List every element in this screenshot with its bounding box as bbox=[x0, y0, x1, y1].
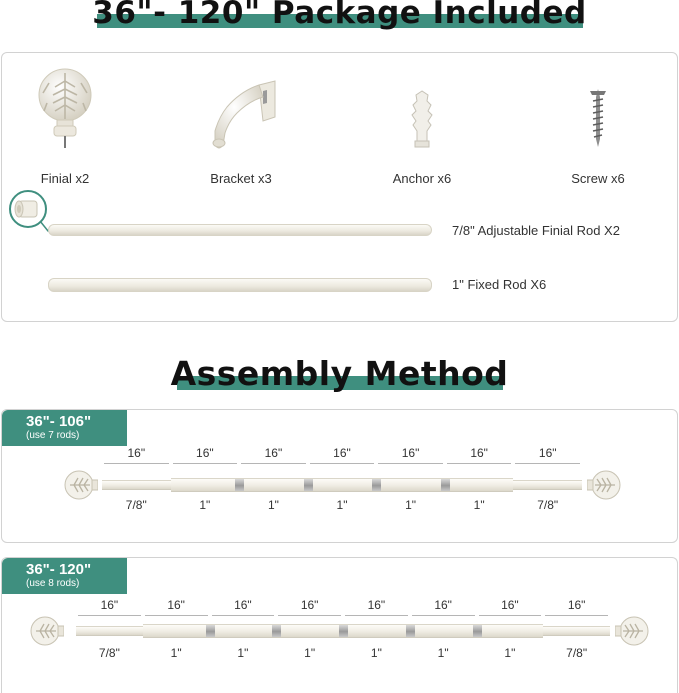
finial-rod-segment bbox=[543, 626, 610, 636]
rod-joint bbox=[206, 625, 215, 637]
segment-length bbox=[76, 598, 143, 616]
dimension-line bbox=[515, 463, 580, 464]
segment-diameter-label: 1" bbox=[473, 498, 485, 512]
config-note: (use 7 rods) bbox=[26, 430, 80, 441]
dimension-line bbox=[412, 615, 475, 616]
rod-joint bbox=[372, 479, 381, 491]
package-item-anchor bbox=[382, 67, 462, 189]
fixed-rod-segment bbox=[143, 624, 210, 638]
rod-joint bbox=[406, 625, 415, 637]
assembly-heading bbox=[0, 352, 679, 396]
segment-diameter-label: 1" bbox=[370, 646, 382, 660]
segment-length-label: 16" bbox=[127, 446, 146, 460]
finial-label: Finial x2 bbox=[40, 171, 90, 186]
adjustable-finial-rod bbox=[48, 224, 432, 236]
segment-length bbox=[445, 446, 514, 464]
fixed-rod-segment bbox=[276, 624, 343, 638]
segment-diameter-label: 1" bbox=[405, 498, 417, 512]
package-title: 36"- 120" Package Included bbox=[92, 0, 587, 31]
segment-length-label: 16" bbox=[264, 446, 283, 460]
fixed-rod-segment bbox=[308, 478, 377, 492]
bracket-icon bbox=[201, 73, 281, 153]
segment-diameter-label: 7/8" bbox=[537, 498, 559, 512]
segment-diameter-label: 1" bbox=[504, 646, 516, 660]
segment-length bbox=[410, 598, 477, 616]
dimension-line bbox=[345, 615, 408, 616]
package-item-screw bbox=[558, 67, 638, 189]
segment-length-label: 16" bbox=[434, 598, 452, 612]
segment-length bbox=[276, 598, 343, 616]
dimension-line bbox=[545, 615, 608, 616]
finial-icon bbox=[35, 67, 95, 149]
finial-rod-segment bbox=[76, 626, 143, 636]
segment-diameter-label: 1" bbox=[437, 646, 449, 660]
fixed-rod-segment bbox=[445, 478, 514, 492]
segment-length-label: 16" bbox=[470, 446, 488, 460]
segment-diameter-label: 1" bbox=[237, 646, 249, 660]
finial-icon bbox=[30, 614, 64, 648]
finial-icon bbox=[64, 468, 98, 502]
segment-length-label: 16" bbox=[401, 446, 420, 460]
segment-diameter-label: 7/8" bbox=[125, 498, 147, 512]
segment-length bbox=[143, 598, 210, 616]
dimension-line bbox=[145, 615, 208, 616]
rod-joint bbox=[235, 479, 244, 491]
screw-icon bbox=[583, 67, 613, 149]
segment-length-label: 16" bbox=[501, 598, 519, 612]
segment-length-label: 16" bbox=[333, 446, 351, 460]
config-note: (use 8 rods) bbox=[26, 578, 80, 589]
adjustable-finial-rod-label: 7/8" Adjustable Finial Rod X2 bbox=[452, 223, 620, 238]
dimension-line bbox=[212, 615, 275, 616]
fixed-rod-segment bbox=[239, 478, 308, 492]
segment-length bbox=[376, 446, 445, 464]
config-range: 36"- 120" bbox=[26, 561, 92, 578]
finial-rod-segment bbox=[513, 480, 582, 490]
package-item-finial bbox=[24, 67, 106, 189]
dimension-line bbox=[378, 463, 443, 464]
finial-icon bbox=[615, 614, 649, 648]
config-tab bbox=[2, 410, 127, 446]
segment-length-label: 16" bbox=[538, 446, 557, 460]
config-tab bbox=[2, 558, 127, 594]
package-panel bbox=[1, 52, 678, 322]
fixed-rod bbox=[48, 278, 432, 292]
segment-length bbox=[102, 446, 171, 464]
segment-length bbox=[239, 446, 308, 464]
segment-length bbox=[171, 446, 240, 464]
segment-length-label: 16" bbox=[367, 598, 386, 612]
segment-diameter-label: 7/8" bbox=[98, 646, 120, 660]
assembly-config-8-rods bbox=[1, 557, 678, 693]
dimension-line bbox=[310, 463, 375, 464]
segment-length-label: 16" bbox=[300, 598, 319, 612]
segment-length bbox=[543, 598, 610, 616]
fixed-rod-segment bbox=[343, 624, 410, 638]
segment-diameter-label: 1" bbox=[199, 498, 211, 512]
segment-length bbox=[343, 598, 410, 616]
segment-diameter-label: 1" bbox=[170, 646, 182, 660]
bracket-label: Bracket x3 bbox=[210, 171, 272, 186]
finial-icon bbox=[587, 468, 621, 502]
package-item-bracket bbox=[198, 67, 284, 189]
dimension-line bbox=[278, 615, 341, 616]
segment-diameter-label: 1" bbox=[336, 498, 348, 512]
screw-label: Screw x6 bbox=[571, 171, 625, 186]
segment-length bbox=[513, 446, 582, 464]
fixed-rod-segment bbox=[210, 624, 277, 638]
dimension-line bbox=[447, 463, 512, 464]
segment-length-label: 16" bbox=[234, 598, 252, 612]
segment-diameter-label: 7/8" bbox=[566, 646, 588, 660]
segment-length-label: 16" bbox=[567, 598, 586, 612]
rod-joint bbox=[441, 479, 450, 491]
segment-length bbox=[210, 598, 277, 616]
dimension-line bbox=[104, 463, 169, 464]
rod-joint bbox=[304, 479, 313, 491]
assembly-title: Assembly Method bbox=[170, 354, 509, 393]
dimension-line bbox=[78, 615, 141, 616]
segment-length-label: 16" bbox=[196, 446, 214, 460]
finial-rod-segment bbox=[102, 480, 171, 490]
fixed-rod-segment bbox=[410, 624, 477, 638]
rod-joint bbox=[473, 625, 482, 637]
segment-diameter-label: 1" bbox=[304, 646, 316, 660]
dimension-line bbox=[479, 615, 542, 616]
dimension-line bbox=[173, 463, 238, 464]
segment-length-label: 16" bbox=[100, 598, 119, 612]
fixed-rod-segment bbox=[477, 624, 544, 638]
anchor-label: Anchor x6 bbox=[392, 171, 452, 186]
fixed-rod-segment bbox=[171, 478, 240, 492]
package-heading bbox=[0, 0, 679, 36]
segment-length bbox=[308, 446, 377, 464]
config-range: 36"- 106" bbox=[26, 413, 92, 430]
rod-joint bbox=[339, 625, 348, 637]
segment-length bbox=[477, 598, 544, 616]
fixed-rod-segment bbox=[376, 478, 445, 492]
fixed-rod-label: 1" Fixed Rod X6 bbox=[452, 277, 547, 292]
dimension-line bbox=[241, 463, 306, 464]
rod-joint bbox=[272, 625, 281, 637]
segment-length-label: 16" bbox=[167, 598, 185, 612]
anchor-icon bbox=[407, 67, 437, 149]
assembly-config-7-rods bbox=[1, 409, 678, 543]
segment-diameter-label: 1" bbox=[267, 498, 279, 512]
